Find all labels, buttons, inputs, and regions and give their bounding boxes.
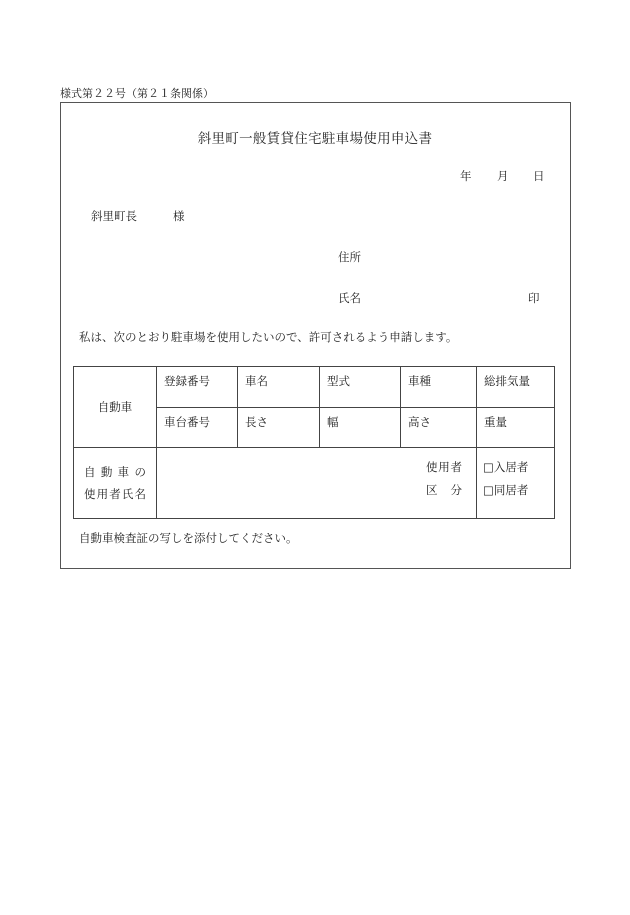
applicant-address-label: 住所 [338, 250, 361, 264]
applicant-name-label: 氏名 [338, 291, 361, 305]
attachment-note: 自動車検査証の写しを添付してください。 [79, 531, 298, 545]
car-name-label: 車名 [238, 367, 320, 408]
displacement-label: 総排気量 [477, 367, 555, 408]
chassis-number-label: 車台番号 [157, 408, 238, 448]
user-header-line1: 自 動 車 の [84, 465, 146, 479]
addressee-name: 斜里町長 [91, 209, 137, 223]
length-label: 長さ [238, 408, 320, 448]
weight-label: 重量 [477, 408, 555, 448]
width-label: 幅 [320, 408, 401, 448]
user-category-label [411, 456, 476, 502]
vehicle-info-table [73, 366, 555, 519]
vehicle-type-label: 車種 [401, 367, 477, 408]
date-month-label: 月 [497, 169, 509, 183]
resident-checkbox[interactable]: □入居者 [483, 460, 529, 474]
user-category-line2: 区 分 [426, 483, 462, 497]
vehicle-user-name-field[interactable] [157, 448, 477, 519]
date-day-label: 日 [533, 169, 545, 183]
form-reference-number: 様式第２２号（第２１条関係） [60, 87, 214, 100]
user-category-line1: 使用者 [426, 460, 462, 474]
date-year-label: 年 [460, 169, 472, 183]
vehicle-row-header: 自動車 [74, 367, 157, 448]
application-statement: 私は、次のとおり駐車場を使用したいので、許可されるよう申請します。 [79, 330, 458, 344]
registration-number-label: 登録番号 [157, 367, 238, 408]
height-label: 高さ [401, 408, 477, 448]
user-header-line2: 使用者氏名 [84, 487, 146, 501]
model-label: 型式 [320, 367, 401, 408]
vehicle-user-name-header [74, 448, 157, 519]
form-title: 斜里町一般賃貸住宅駐車場使用申込書 [197, 131, 433, 147]
cohabitant-checkbox[interactable]: □同居者 [483, 483, 529, 497]
user-category-options [477, 448, 555, 519]
addressee-honorific: 様 [173, 209, 185, 223]
seal-mark: 印 [528, 291, 540, 305]
